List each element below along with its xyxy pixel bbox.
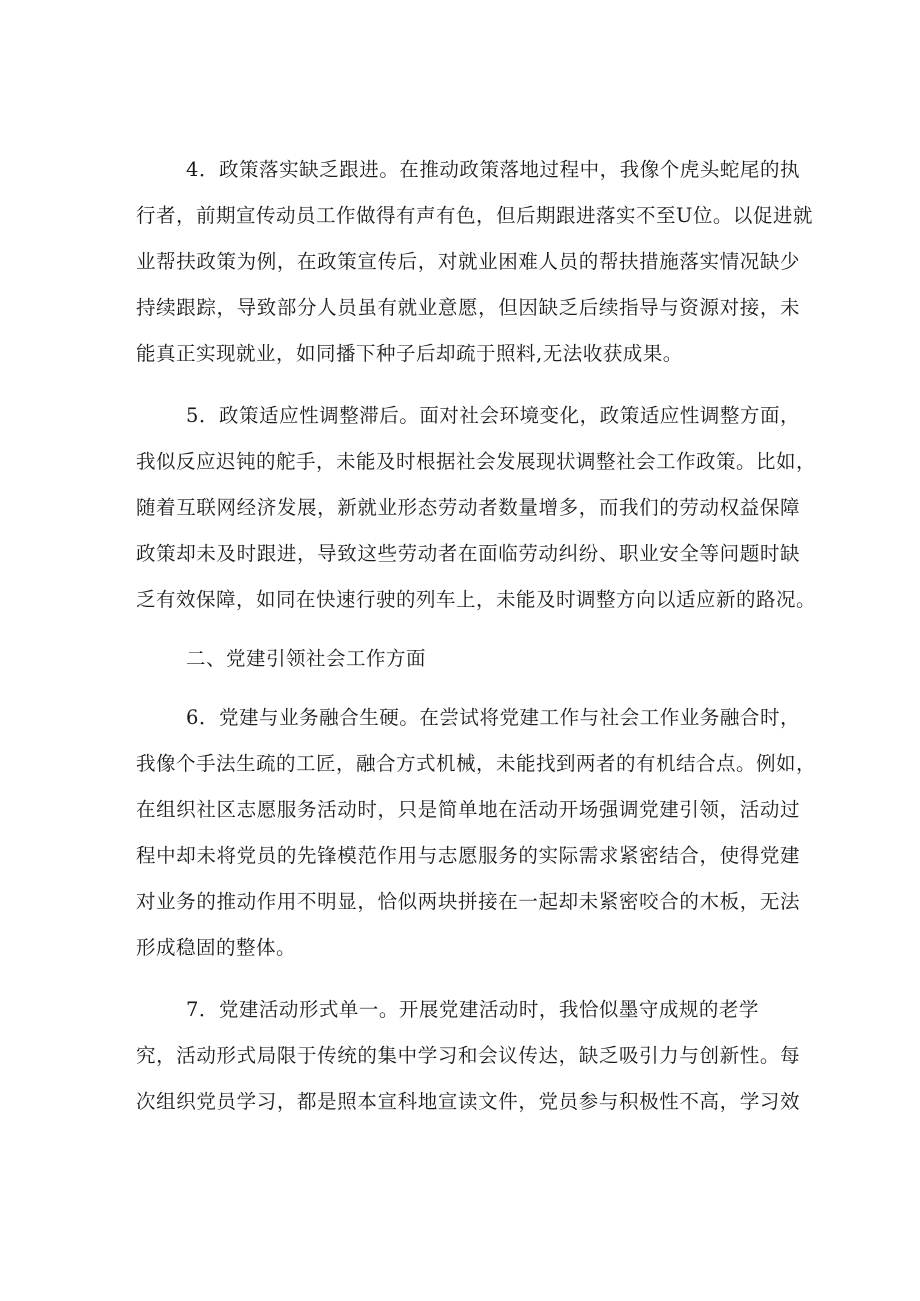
paragraph-6-line-5: 对业务的推动作用不明显，恰似两块拼接在一起却未紧密咬合的木板，无法 xyxy=(136,890,800,913)
section-heading: 二、党建引领社会工作方面 xyxy=(186,647,427,670)
paragraph-4-line-5: 能真正实现就业，如同播下种子后却疏于照料,无法收获成果。 xyxy=(136,342,683,365)
paragraph-4-line-2: 行者，前期宣传动员工作做得有声有色，但后期跟进落实不至U位。以促进就 xyxy=(136,204,813,227)
paragraph-4-line-3: 业帮扶政策为例，在政策宣传后，对就业困难人员的帮扶措施落实情况缺少 xyxy=(136,250,800,273)
paragraph-7-line-2: 究，活动形式局限于传统的集中学习和会议传达，缺乏吸引力与创新性。每 xyxy=(136,1044,800,1067)
paragraph-4-line-4: 持续跟踪，导致部分人员虽有就业意愿，但因缺乏后续指导与资源对接，未 xyxy=(136,296,800,319)
paragraph-7-line-1: 7．党建活动形式单一。开展党建活动时，我恰似墨守成规的老学 xyxy=(186,998,759,1021)
paragraph-5-line-5: 乏有效保障，如同在快速行驶的列车上，未能及时调整方向以适应新的路况。 xyxy=(136,588,817,611)
paragraph-5-line-1: 5．政策适应性调整滞后。面对社会环境变化，政策适应性调整方面， xyxy=(186,404,800,427)
paragraph-6-line-1: 6．党建与业务融合生硬。在尝试将党建工作与社会工作业务融合时， xyxy=(186,706,800,729)
paragraph-6-line-4: 程中却未将党员的先锋模范作用与志愿服务的实际需求紧密结合，使得党建 xyxy=(136,844,800,867)
paragraph-5-line-4: 政策却未及时跟进，导致这些劳动者在面临劳动纠纷、职业安全等问题时缺 xyxy=(136,542,800,565)
paragraph-5-line-3: 随着互联网经济发展，新就业形态劳动者数量增多，而我们的劳动权益保障 xyxy=(136,496,800,519)
paragraph-6-line-6: 形成稳固的整体。 xyxy=(136,936,297,959)
paragraph-6-line-3: 在组织社区志愿服务活动时，只是简单地在活动开场强调党建引领，活动过 xyxy=(136,798,800,821)
paragraph-5-line-2: 我似反应迟钝的舵手，未能及时根据社会发展现状调整社会工作政策。比如， xyxy=(136,450,817,473)
paragraph-4-line-1: 4．政策落实缺乏跟进。在推动政策落地过程中，我像个虎头蛇尾的执 xyxy=(186,158,800,181)
paragraph-6-line-2: 我像个手法生疏的工匠，融合方式机械，未能找到两者的有机结合点。例如， xyxy=(136,752,817,775)
paragraph-7-line-3: 次组织党员学习，都是照本宣科地宣读文件，党员参与积极性不高，学习效 xyxy=(136,1090,800,1113)
